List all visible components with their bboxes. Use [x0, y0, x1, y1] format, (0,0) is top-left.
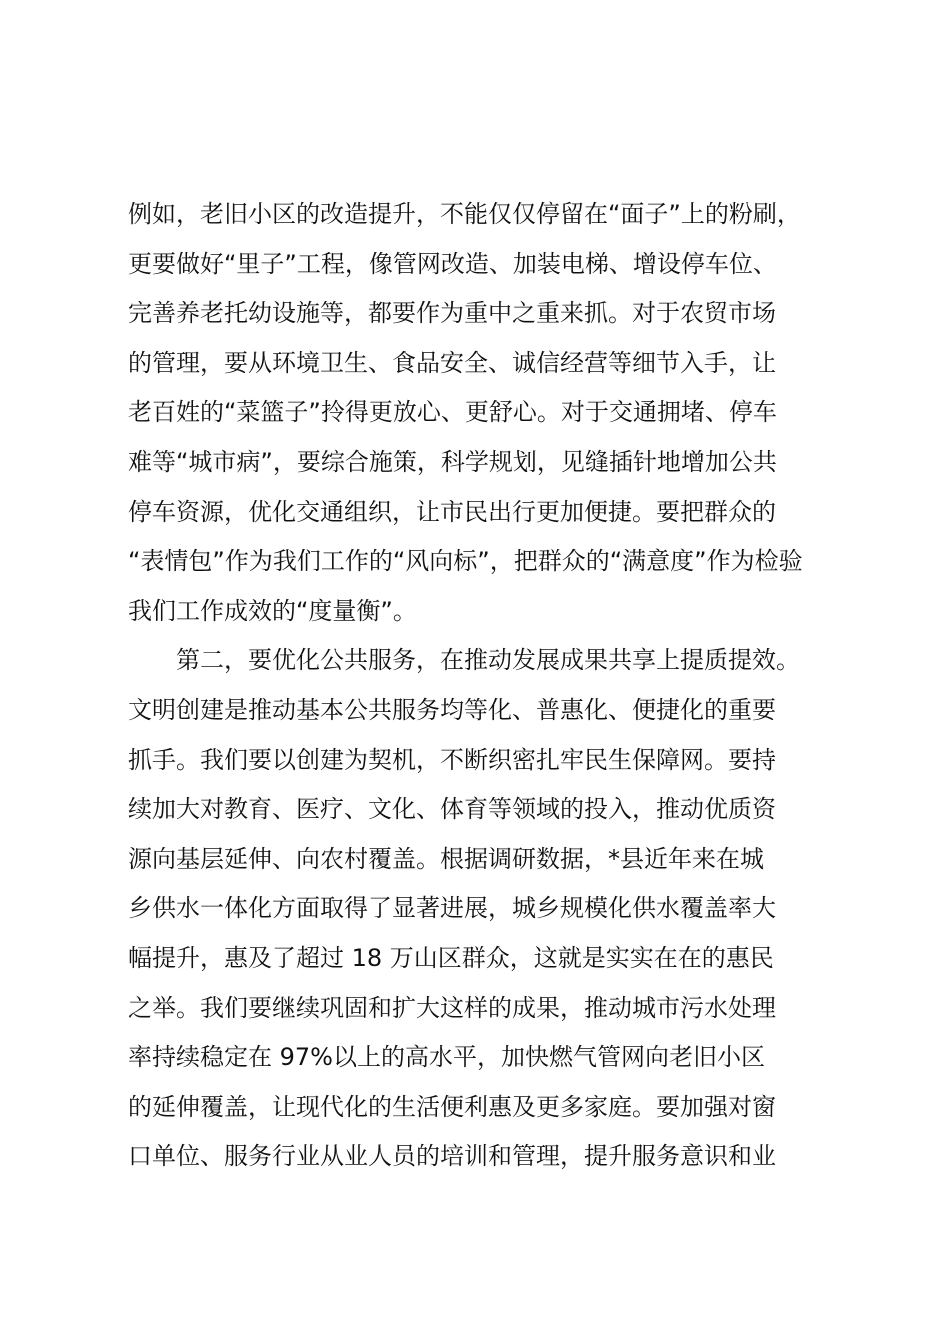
- text-line: 续加大对教育、医疗、文化、体育等领域的投入，推动优质资: [128, 795, 776, 824]
- text-line: 我们工作成效的“度量衡”。: [128, 596, 417, 625]
- text-line: 文明创建是推动基本公共服务均等化、普惠化、便捷化的重要: [128, 695, 776, 724]
- text-line: “表情包”作为我们工作的“风向标”，把群众的“满意度”作为检验: [128, 547, 803, 576]
- text-line: 之举。我们要继续巩固和扩大这样的成果，推动城市污水处理: [128, 993, 776, 1022]
- text-line: 口单位、服务行业从业人员的培训和管理，提升服务意识和业: [128, 1142, 776, 1171]
- text-line: 例如，老旧小区的改造提升，不能仅仅停留在“面子”上的粉刷，: [128, 200, 801, 228]
- text-line: 停车资源，优化交通组织，让市民出行更加便捷。要把群众的: [128, 497, 776, 526]
- text-line: 的延伸覆盖，让现代化的生活便利惠及更多家庭。要加强对窗: [128, 1092, 776, 1121]
- text-line: 乡供水一体化方面取得了显著进展，城乡规模化供水覆盖率大: [128, 894, 776, 923]
- text-line: 老百姓的“菜篮子”拎得更放心、更舒心。对于交通拥堵、停车: [128, 398, 777, 427]
- text-line: 难等“城市病”，要综合施策，科学规划，见缝插针地增加公共: [128, 447, 777, 476]
- text-line: 更要做好“里子”工程，像管网改造、加装电梯、增设停车位、: [128, 249, 777, 278]
- paragraph-1: [128, 190, 868, 636]
- text-line: 幅提升，惠及了超过 18 万山区群众，这就是实实在在的惠民: [128, 943, 774, 972]
- text-line: 的管理，要从环境卫生、食品安全、诚信经营等细节入手，让: [128, 348, 776, 377]
- text-line: 抓手。我们要以创建为契机，不断织密扎牢民生保障网。要持: [128, 745, 776, 774]
- text-line: 完善养老托幼设施等，都要作为重中之重来抓。对于农贸市场: [128, 299, 776, 328]
- text-line: 源向基层延伸、向农村覆盖。根据调研数据，*县近年来在城: [128, 844, 764, 873]
- text-line: 第二，要优化公共服务，在推动发展成果共享上提质提效。: [176, 646, 800, 675]
- text-line: 率持续稳定在 97%以上的高水平，加快燃气管网向老旧小区: [128, 1043, 765, 1072]
- paragraph-2: [128, 636, 868, 1182]
- body-text: [128, 190, 868, 1182]
